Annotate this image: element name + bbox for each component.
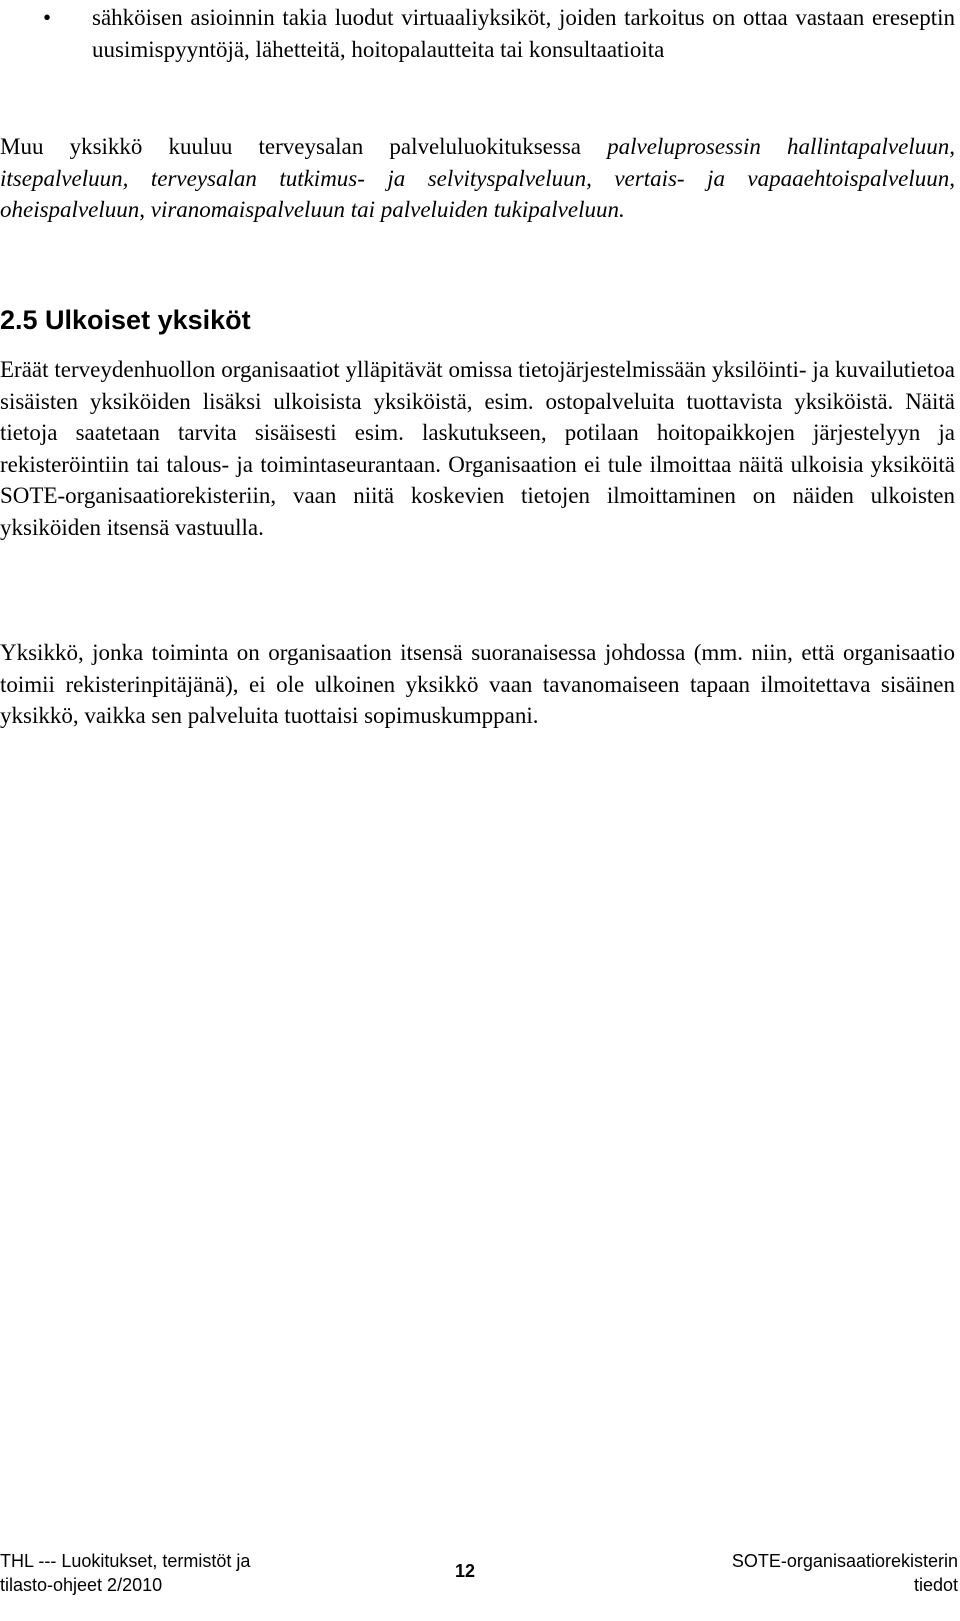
bullet-dot-icon: •	[43, 5, 52, 30]
paragraph-muu-yksikko	[0, 131, 955, 226]
list-item	[0, 2, 955, 65]
footer-right-line2: tiedot	[913, 1575, 958, 1595]
page-number: 12	[454, 1561, 476, 1581]
paragraph-ulkoiset-yksikot: Eräät terveydenhuollon organisaatiot ylläpitävät omissa tietojärjestelmissään yksilöinti- ja kuvailutietoa sisäisten yksiköiden lisäksi ulkoisista yksiköistä, esim. ostopalveluita tuottavista yksiköistä. Näitä tietoja saatetaan tarvita sisäisesti esim. laskutukseen, potilaan hoitopaikkojen järjestelyyn ja rekisteröintiin tai talous- ja toimintaseurantaan. Organisaation ei tule ilmoittaa näitä ulkoisia yksiköitä SOTE-organisaatiorekisteriin, vaan niitä koskevien tietojen ilmoittaminen on näiden ulkoisten yksiköiden itsensä vastuulla.	[0, 357, 955, 540]
section-heading: 2.5 Ulkoiset yksiköt	[0, 305, 251, 335]
paragraph-intro-text: Muu yksikkö kuuluu terveysalan palveluluokituksessa	[0, 134, 608, 159]
paragraph-italic-text: palveluprosessin hallintapalveluun, itsepalveluun, terveysalan tutkimus- ja selvityspalveluun, vertais- ja vapaaehtoispalveluun, oheispalveluun, viranomaispalveluun tai palveluiden tukipalveluun.	[0, 134, 955, 222]
footer-left-line1: THL --- Luokitukset, termistöt ja	[0, 1551, 251, 1571]
footer-right-line1: SOTE-organisaatiorekisterin	[731, 1551, 958, 1571]
footer-publisher	[0, 1549, 340, 1597]
footer-left-line2: tilasto-ohjeet 2/2010	[0, 1575, 163, 1595]
page-footer	[0, 1549, 958, 1609]
list-item-text: sähköisen asioinnin takia luodut virtuaaliyksiköt, joiden tarkoitus on ottaa vastaan ereseptin uusimispyyntöjä, lähetteitä, hoitopalautteita tai konsultaatioita	[92, 5, 955, 62]
bullet-list	[0, 2, 958, 65]
paragraph-yksikko: Yksikkö, jonka toiminta on organisaation itsensä suoranaisessa johdossa (mm. niin, että organisaatio toimii rekisterinpitäjänä), ei ole ulkoinen yksikkö vaan tavanomaiseen tapaan ilmoitettava sisäinen yksikkö, vaikka sen palveluita tuottaisi sopimuskumppani.	[0, 640, 955, 728]
footer-document-title	[638, 1549, 958, 1597]
